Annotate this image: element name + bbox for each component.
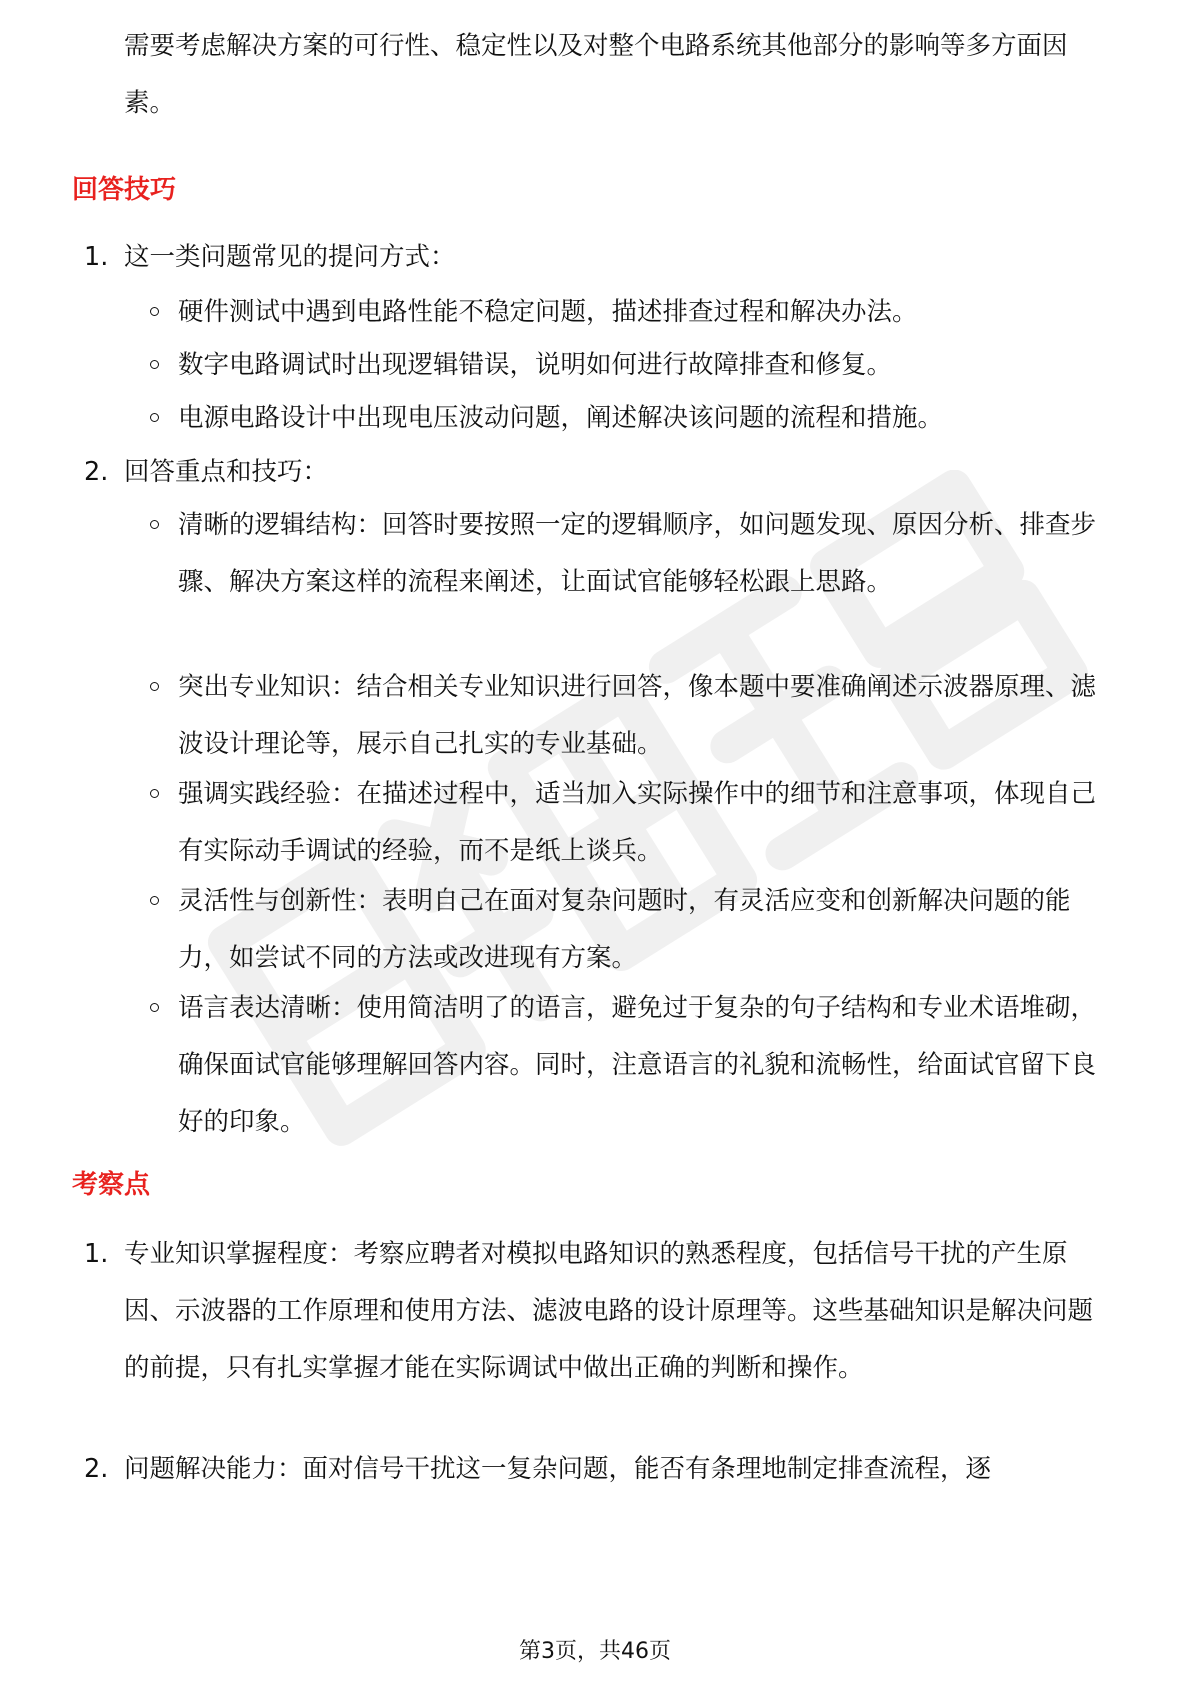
circle-bullet-icon [150,413,159,422]
assessment-list-item [84,1441,1124,1498]
sub-item-text: 清晰的逻辑结构：回答时要按照一定的逻辑顺序，如问题发现、原因分析、排查步骤、解决方案这样的流程来阐述，让面试官能够轻松跟上思路。 [178,510,1097,597]
tips-sub-item [150,497,1110,611]
sub-item-text: 语言表达清晰：使用简洁明了的语言，避免过于复杂的句子结构和专业术语堆砌，确保面试官能够理解回答内容。同时，注意语言的礼貌和流畅性，给面试官留下良好的印象。 [178,993,1097,1137]
section-heading-assessment: 考察点 [72,1170,151,1200]
sub-item-text: 数字电路调试时出现逻辑错误，说明如何进行故障排查和修复。 [178,350,893,380]
circle-bullet-icon [150,682,159,691]
tips-list-item [84,444,1124,501]
section-heading-tips: 回答技巧 [72,175,177,205]
circle-bullet-icon [150,520,159,529]
tips-sub-item [150,766,1110,880]
circle-bullet-icon [150,896,159,905]
assessment-list-item [84,1226,1124,1397]
page-footer: 第3页，共46页 [519,1639,671,1664]
tips-sub-item [150,390,1110,447]
tips-sub-item [150,337,1110,394]
circle-bullet-icon [150,789,159,798]
sub-item-text: 硬件测试中遇到电路性能不稳定问题，描述排查过程和解决办法。 [178,297,918,327]
tips-sub-item [150,873,1110,987]
list-number: 2. [84,457,109,487]
intro-paragraph: 需要考虑解决方案的可行性、稳定性以及对整个电路系统其他部分的影响等多方面因素。 [124,31,1068,118]
list-number: 1. [84,1239,109,1269]
list-item-text: 回答重点和技巧： [124,457,329,487]
list-number: 2. [84,1454,109,1484]
list-item-text: 这一类问题常见的提问方式： [124,242,456,272]
sub-item-text: 电源电路设计中出现电压波动问题，阐述解决该问题的流程和措施。 [178,403,944,433]
sub-item-text: 灵活性与创新性：表明自己在面对复杂问题时，有灵活应变和创新解决问题的能力，如尝试不同的方法或改进现有方案。 [178,886,1071,973]
tips-list-item [84,229,1124,286]
tips-sub-item [150,980,1110,1151]
circle-bullet-icon [150,360,159,369]
sub-item-text: 突出专业知识：结合相关专业知识进行回答，像本题中要准确阐述示波器原理、滤波设计理论等，展示自己扎实的专业基础。 [178,672,1097,759]
list-number: 1. [84,242,109,272]
circle-bullet-icon [150,307,159,316]
tips-sub-item [150,284,1110,341]
list-item-text: 专业知识掌握程度：考察应聘者对模拟电路知识的熟悉程度，包括信号干扰的产生原因、示波器的工作原理和使用方法、滤波电路的设计原理等。这些基础知识是解决问题的前提，只有扎实掌握才能在实际调试中做出正确的判断和操作。 [124,1239,1094,1383]
sub-item-text: 强调实践经验：在描述过程中，适当加入实际操作中的细节和注意事项，体现自己有实际动手调试的经验，而不是纸上谈兵。 [178,779,1097,866]
circle-bullet-icon [150,1003,159,1012]
list-item-text: 问题解决能力：面对信号干扰这一复杂问题，能否有条理地制定排查流程，逐 [124,1454,992,1484]
tips-sub-item [150,659,1110,773]
